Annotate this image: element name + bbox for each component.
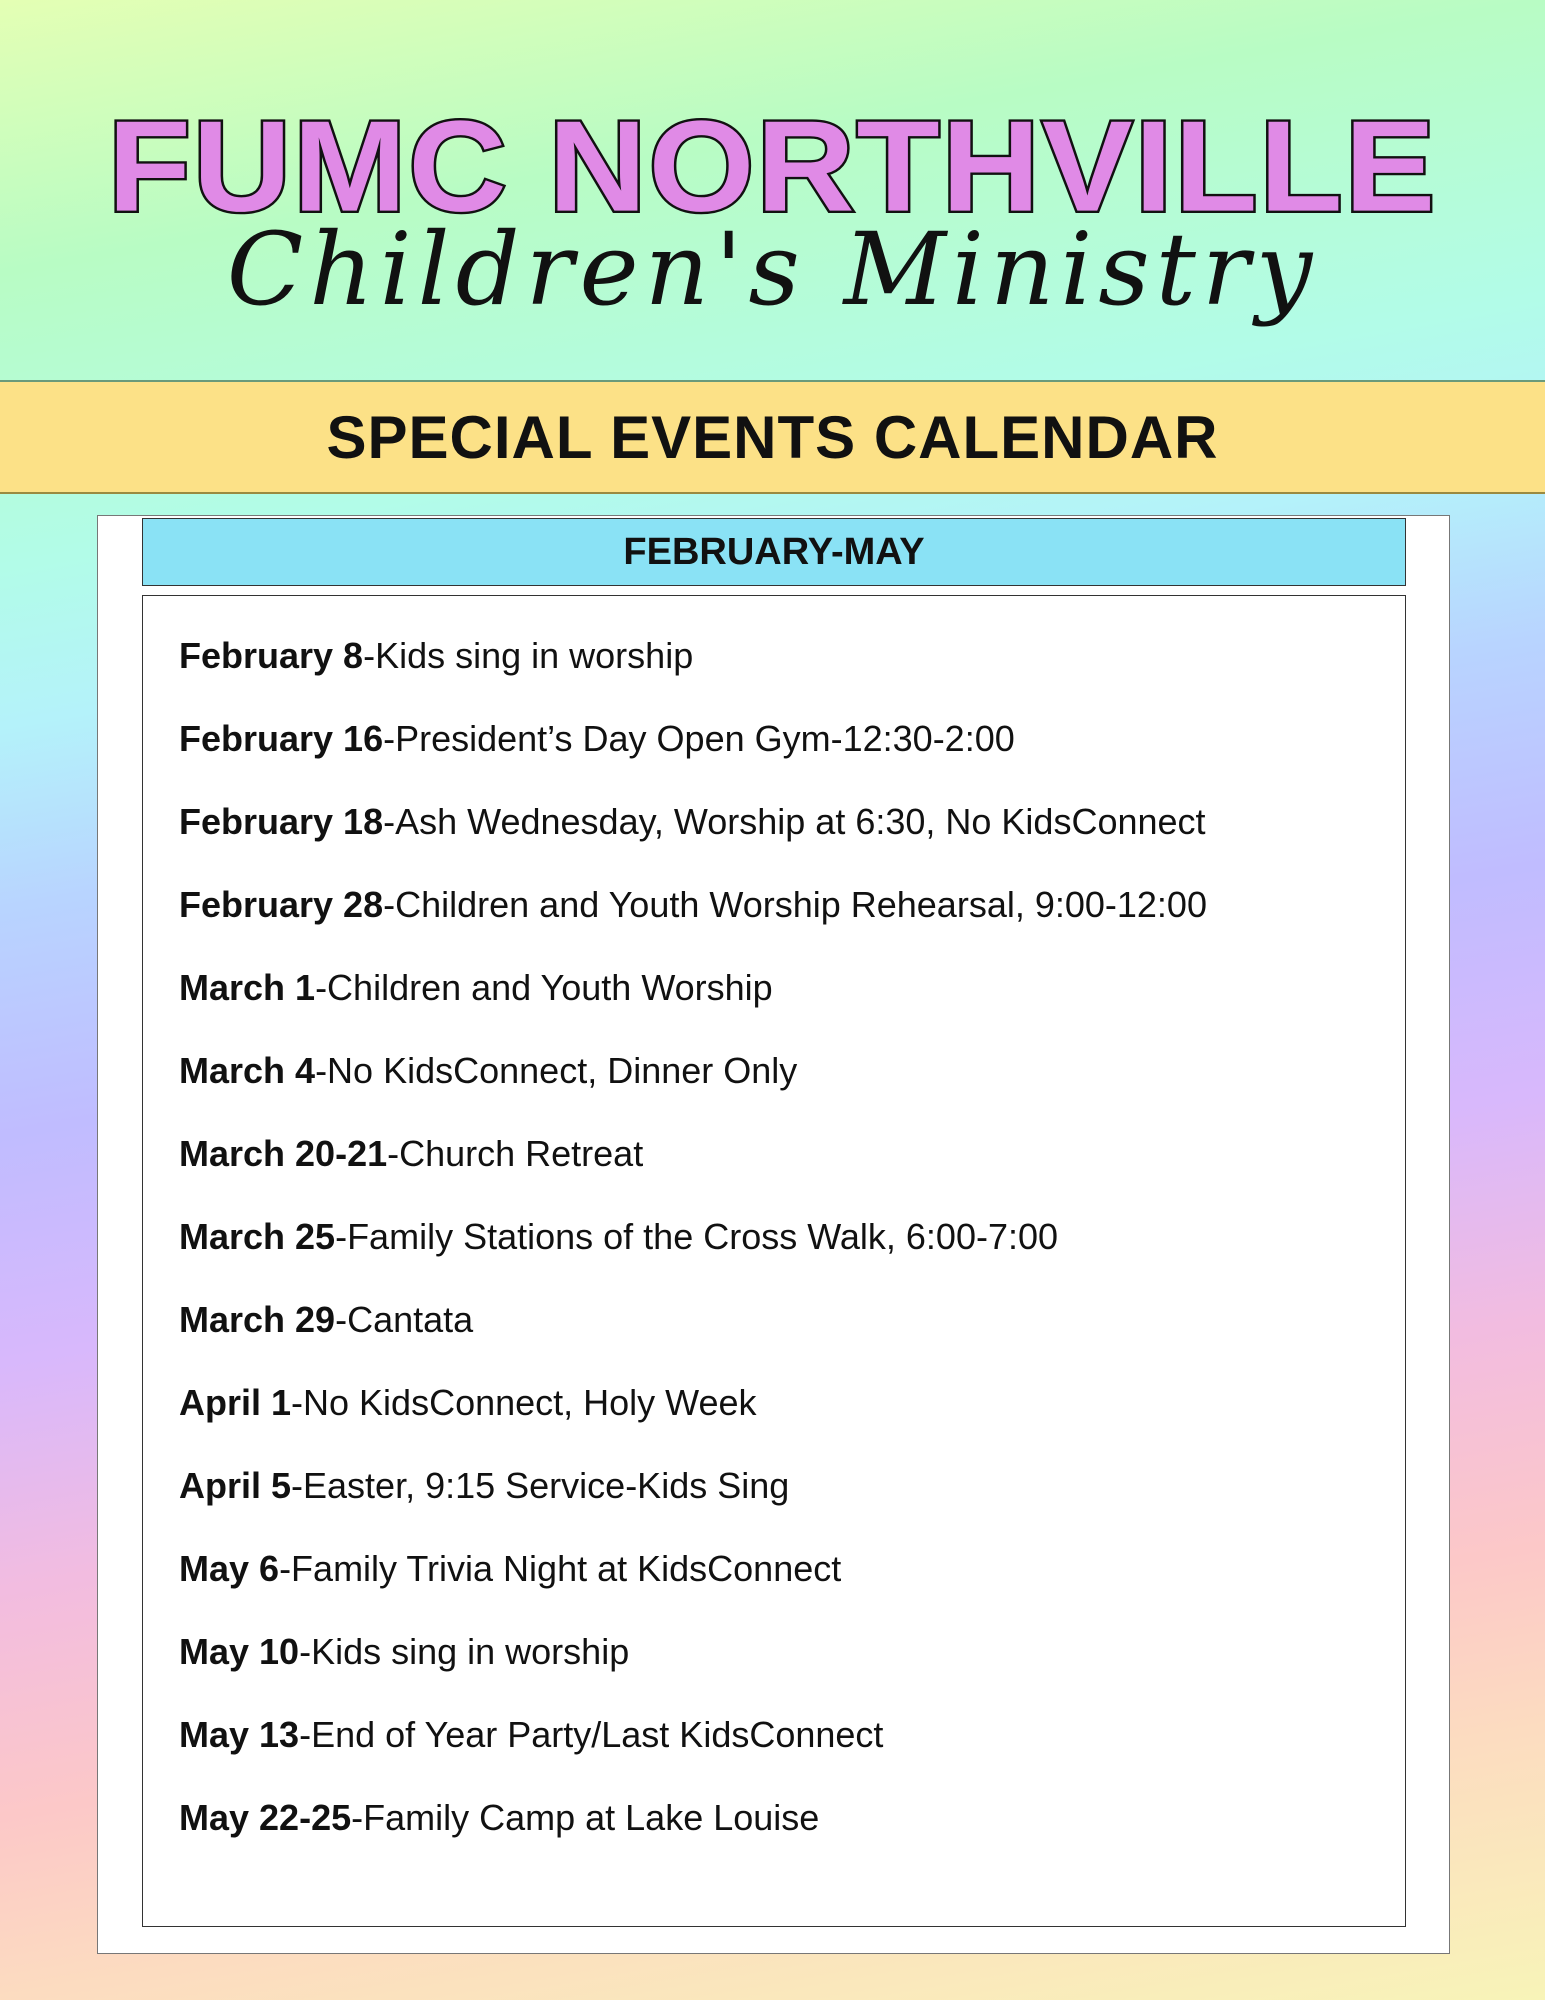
event-description: -Ash Wednesday, Worship at 6:30, No KidsConnect bbox=[383, 801, 1206, 842]
event-item bbox=[179, 1545, 1207, 1628]
event-description: -Children and Youth Worship bbox=[315, 967, 773, 1008]
section-header: FEBRUARY-MAY bbox=[142, 518, 1406, 586]
calendar-banner bbox=[0, 380, 1545, 494]
event-description: -Family Trivia Night at KidsConnect bbox=[279, 1548, 842, 1589]
page-title: FUMC NORTHVILLE bbox=[107, 93, 1438, 239]
event-description: -Family Stations of the Cross Walk, 6:00-7:00 bbox=[335, 1216, 1059, 1257]
event-item bbox=[179, 1711, 1207, 1794]
event-description: -Church Retreat bbox=[387, 1133, 644, 1174]
event-description: -Children and Youth Worship Rehearsal, 9:00-12:00 bbox=[383, 884, 1207, 925]
page-subtitle: Children's Ministry bbox=[226, 211, 1319, 328]
event-date: February 8 bbox=[179, 635, 364, 676]
event-description: -Kids sing in worship bbox=[363, 635, 694, 676]
event-date: February 16 bbox=[179, 718, 384, 759]
event-item bbox=[179, 715, 1207, 798]
banner-label: SPECIAL EVENTS CALENDAR bbox=[326, 403, 1219, 471]
event-date: March 25 bbox=[179, 1216, 336, 1257]
event-date: February 28 bbox=[179, 884, 384, 925]
event-date: April 1 bbox=[179, 1382, 292, 1423]
event-item bbox=[179, 1628, 1207, 1711]
event-item bbox=[179, 881, 1207, 964]
event-item bbox=[179, 1213, 1207, 1296]
event-date: March 4 bbox=[179, 1050, 316, 1091]
event-description: -Kids sing in worship bbox=[299, 1631, 630, 1672]
events-list bbox=[179, 632, 1207, 1877]
event-item bbox=[179, 1047, 1207, 1130]
event-description: -Cantata bbox=[335, 1299, 474, 1340]
event-description: -End of Year Party/Last KidsConnect bbox=[299, 1714, 884, 1755]
event-item bbox=[179, 1794, 1207, 1877]
event-item bbox=[179, 1379, 1207, 1462]
event-item bbox=[179, 632, 1207, 715]
event-item bbox=[179, 798, 1207, 881]
event-item bbox=[179, 1296, 1207, 1379]
event-date: March 20-21 bbox=[179, 1133, 388, 1174]
event-item bbox=[179, 1130, 1207, 1213]
event-date: February 18 bbox=[179, 801, 384, 842]
event-date: May 6 bbox=[179, 1548, 280, 1589]
event-item bbox=[179, 1462, 1207, 1545]
event-date: May 22-25 bbox=[179, 1797, 352, 1838]
event-date: March 29 bbox=[179, 1299, 336, 1340]
event-date: April 5 bbox=[179, 1465, 292, 1506]
event-description: -Family Camp at Lake Louise bbox=[351, 1797, 820, 1838]
event-item bbox=[179, 964, 1207, 1047]
event-description: -No KidsConnect, Holy Week bbox=[291, 1382, 757, 1423]
event-description: -No KidsConnect, Dinner Only bbox=[315, 1050, 798, 1091]
event-description: -President’s Day Open Gym-12:30-2:00 bbox=[383, 718, 1015, 759]
event-date: May 10 bbox=[179, 1631, 300, 1672]
event-date: May 13 bbox=[179, 1714, 300, 1755]
event-description: -Easter, 9:15 Service-Kids Sing bbox=[291, 1465, 790, 1506]
event-date: March 1 bbox=[179, 967, 316, 1008]
